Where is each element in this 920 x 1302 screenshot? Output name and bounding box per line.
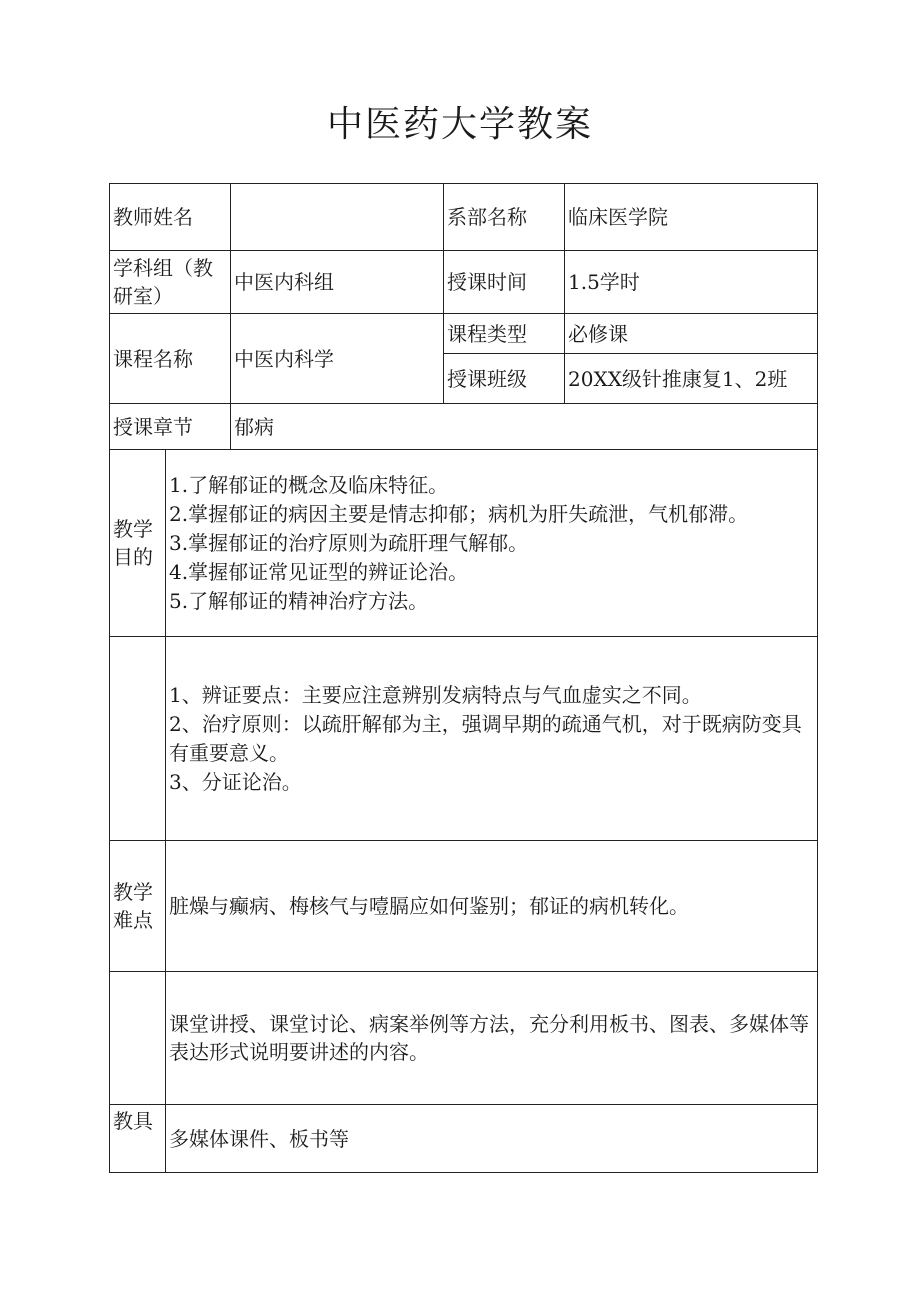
teaching-time-value: 1.5学时 xyxy=(565,251,818,314)
course-type-value: 必修课 xyxy=(565,314,818,354)
chapter-label: 授课章节 xyxy=(110,404,231,450)
difficulties-label: 教学难点 xyxy=(110,841,166,972)
subject-group-value: 中医内科组 xyxy=(231,251,444,314)
methods-text: 课堂讲授、课堂讨论、病案举例等方法，充分利用板书、图表、多媒体等表达形式说明要讲述的内容。 xyxy=(166,972,818,1105)
course-name-label: 课程名称 xyxy=(110,314,231,404)
methods-label xyxy=(110,972,166,1105)
table-row xyxy=(110,251,818,314)
table-row xyxy=(110,184,818,251)
table-row xyxy=(110,841,818,972)
table-row xyxy=(110,637,818,841)
department-label: 系部名称 xyxy=(444,184,565,251)
key-points-list xyxy=(166,637,818,841)
objective-item: 3.掌握郁证的治疗原则为疏肝理气解郁。 xyxy=(169,530,529,555)
course-type-label: 课程类型 xyxy=(444,314,565,354)
subject-group-label: 学科组（教研室） xyxy=(110,251,231,314)
table-row xyxy=(110,1105,818,1173)
table-row xyxy=(110,404,818,450)
key-points-label xyxy=(110,637,166,841)
objective-item: 4.掌握郁证常见证型的辨证论治。 xyxy=(169,559,469,584)
table-row xyxy=(110,314,818,354)
objectives-list xyxy=(166,450,818,637)
key-point-item: 2、治疗原则：以疏肝解郁为主，强调早期的疏通气机，对于既病防变具有重要意义。 xyxy=(169,711,802,765)
difficulties-text: 脏燥与癫病、梅核气与噎膈应如何鉴别；郁证的病机转化。 xyxy=(166,841,818,972)
objectives-label: 教学目的 xyxy=(110,450,166,637)
tools-label: 教具 xyxy=(110,1105,166,1173)
teaching-time-label: 授课时间 xyxy=(444,251,565,314)
key-point-item: 1、辨证要点：主要应注意辨别发病特点与气血虚实之不同。 xyxy=(169,682,702,707)
objective-item: 2.掌握郁证的病因主要是情志抑郁；病机为肝失疏泄，气机郁滞。 xyxy=(169,501,749,526)
chapter-value: 郁病 xyxy=(231,404,818,450)
teacher-name-label: 教师姓名 xyxy=(110,184,231,251)
department-value: 临床医学院 xyxy=(565,184,818,251)
class-value: 20XX级针推康复1、2班 xyxy=(565,354,818,404)
tools-text: 多媒体课件、板书等 xyxy=(166,1105,818,1173)
objective-item: 5.了解郁证的精神治疗方法。 xyxy=(169,588,429,613)
table-row xyxy=(110,972,818,1105)
lesson-plan-table xyxy=(109,183,818,1173)
course-name-value: 中医内科学 xyxy=(231,314,444,404)
key-point-item: 3、分证论治。 xyxy=(169,769,302,794)
teacher-name-value xyxy=(231,184,444,251)
page-title: 中医药大学教案 xyxy=(326,104,593,145)
table-row xyxy=(110,450,818,637)
class-label: 授课班级 xyxy=(444,354,565,404)
objective-item: 1.了解郁证的概念及临床特征。 xyxy=(169,472,449,497)
